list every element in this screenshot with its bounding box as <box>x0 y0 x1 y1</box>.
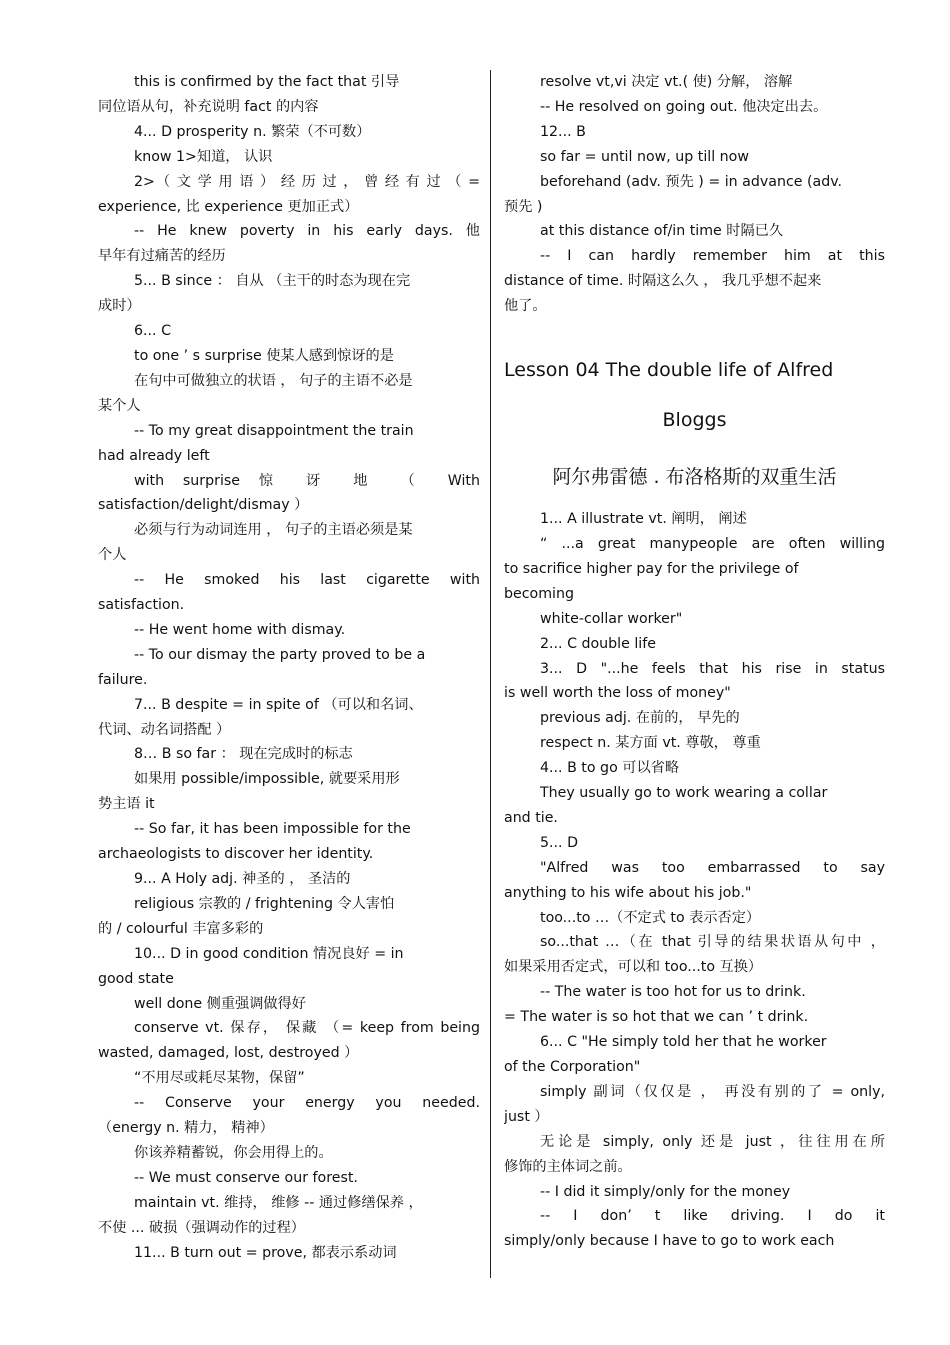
text-line: 9... A Holy adj. 神圣的 ， 圣洁的 <box>134 871 351 887</box>
text-line: -- He resolved on going out. 他决定出去。 <box>540 98 828 115</box>
text-line: -- Conserve your energy you needed. <box>134 1095 480 1112</box>
text-line: -- So far, it has been impossible for the <box>134 821 411 838</box>
lesson-subtitle: 阿尔弗雷德 . 布洛格斯的双重生活 <box>552 466 837 489</box>
text-line: 势主语 it <box>98 796 155 813</box>
text-line: -- He knew poverty in his early days. 他 <box>134 223 480 240</box>
text-line: 预先 ) <box>504 198 543 215</box>
right-column <box>504 70 885 1254</box>
text-line: religious 宗教的 / frightening 令人害怕 <box>134 895 395 912</box>
text-line: “不用尽或耗尽某物，保留” <box>134 1070 305 1087</box>
text-line: 如果采用否定式，可以和 too...to 互换） <box>504 959 763 976</box>
text-line: had already left <box>98 447 210 464</box>
text-line: 如果用 possible/impossible, 就要采用形 <box>134 771 400 788</box>
text-line: 1... A illustrate vt. 阐明， 阐述 <box>540 511 747 528</box>
text-line: -- The water is too hot for us to drink. <box>540 984 806 1001</box>
text-line: -- We must conserve our forest. <box>134 1169 358 1186</box>
text-line: respect n. 某方面 vt. 尊敬， 尊重 <box>540 735 761 752</box>
text-line: 3... D "...he feels that his rise in status <box>540 660 885 677</box>
text-line: 4... D prosperity n. 繁荣（不可数） <box>134 123 371 140</box>
text-line: 修饰的主体词之前。 <box>504 1158 632 1175</box>
text-line: （energy n. 精力， 精神） <box>98 1120 274 1137</box>
text-line: know 1>知道， 认识 <box>134 148 273 165</box>
text-line: 必须与行为动词连用 ， 句子的主语必须是某 <box>134 522 413 539</box>
text-line: experience, 比 experience 更加正式） <box>98 198 359 215</box>
spacer <box>504 319 885 345</box>
text-line: 11... B turn out = prove, 都表示系动词 <box>134 1244 397 1261</box>
text-line: 8… B so far ： 现在完成时的标志 <box>134 746 353 763</box>
text-line: too...to …（不定式 to 表示否定） <box>540 909 761 926</box>
text-line: 某个人 <box>98 397 141 414</box>
text-line: simply/only because I have to go to work each <box>504 1233 835 1250</box>
right-bottom-notes <box>504 507 885 1254</box>
text-line: white-collar worker" <box>540 610 683 627</box>
text-line: archaeologists to discover her identity. <box>98 846 374 863</box>
text-line: “ ...a great manypeople are often willing <box>540 535 885 552</box>
text-line: just ） <box>504 1108 549 1125</box>
lesson-title-line1: Lesson 04 The double life of Alfred <box>504 359 834 382</box>
text-line: becoming <box>504 585 574 602</box>
text-line: 5... D <box>540 834 578 851</box>
text-line: 7... B despite = in spite of （可以和名词、 <box>134 696 423 713</box>
text-line: 4... B to go 可以省略 <box>540 760 680 777</box>
text-line: -- He smoked his last cigarette with <box>134 572 480 589</box>
text-line: at this distance of/in time 时隔已久 <box>540 223 784 240</box>
text-line: 在句中可做独立的状语 ， 句子的主语不必是 <box>134 372 413 389</box>
text-line: to one ’ s surprise 使某人感到惊讶的是 <box>134 347 394 364</box>
text-line: wasted, damaged, lost, destroyed ） <box>98 1045 359 1062</box>
text-line: 5... B since ： 自从 （主干的时态为现在完 <box>134 273 411 290</box>
text-line: 12... B <box>540 123 586 140</box>
text-line: 2... C double life <box>540 635 656 652</box>
text-line: of the Corporation" <box>504 1059 641 1075</box>
text-line: -- To my great disappointment the train <box>134 422 414 439</box>
text-line: 你该养精蓄锐，你会用得上的。 <box>134 1144 333 1161</box>
text-line: -- I don’ t like driving. I do it <box>540 1208 885 1225</box>
text-line: 无论是 simply, only 还是 just ，往往用在所 <box>540 1133 885 1150</box>
text-line: satisfaction/delight/dismay ） <box>98 497 309 514</box>
text-line: distance of time. 时隔这么久 ， 我几乎想不起来 <box>504 273 822 290</box>
text-line: 个人 <box>98 547 127 564</box>
text-line: They usually go to work wearing a collar <box>540 785 828 802</box>
text-line: 成时） <box>98 298 141 315</box>
text-line: 代词、动名词搭配 ） <box>98 721 231 738</box>
text-line: 6... C "He simply told her that he worker <box>540 1034 827 1051</box>
text-line: 的 / colourful 丰富多彩的 <box>98 920 264 937</box>
text-line: good state <box>98 970 174 987</box>
text-line: -- I can hardly remember him at this <box>540 248 885 265</box>
text-line: maintain vt. 维持， 维修 -- 通过修缮保养 ， <box>134 1194 423 1211</box>
text-line: = The water is so hot that we can ’ t drink. <box>504 1009 809 1026</box>
text-line: previous adj. 在前的， 早先的 <box>540 710 740 727</box>
text-line: 他了。 <box>504 298 547 315</box>
text-line: "Alfred was too embarrassed to say <box>540 859 885 876</box>
text-line: this is confirmed by the fact that 引导 <box>134 74 400 90</box>
text-line: satisfaction. <box>98 597 185 614</box>
text-line: simply 副词（仅仅是 ， 再没有别的了 = only, <box>540 1083 885 1100</box>
text-line: 2>（ 文 学 用 语 ） 经 历 过 ， 曾 经 有 过 （ = <box>134 173 480 190</box>
text-line: and tie. <box>504 809 558 826</box>
text-line: so far = until now, up till now <box>540 148 749 165</box>
text-line: beforehand (adv. 预先 ) = in advance (adv. <box>540 173 843 190</box>
text-line: is well worth the loss of money" <box>504 685 731 702</box>
right-top-notes <box>504 70 885 319</box>
text-line: -- He went home with dismay. <box>134 621 346 638</box>
left-column <box>98 70 480 1266</box>
text-line: 6... C <box>134 323 171 340</box>
column-divider <box>490 70 491 1278</box>
text-line: 同位语从句，补充说明 fact 的内容 <box>98 98 319 115</box>
text-line: 10... D in good condition 情况良好 = in <box>134 945 404 962</box>
text-line: 不使 ... 破损（强调动作的过程） <box>98 1219 305 1236</box>
text-line: -- I did it simply/only for the money <box>540 1183 791 1200</box>
text-line: with surprise 惊 讶 地 （ With <box>134 472 480 489</box>
text-line: to sacrifice higher pay for the privilege of <box>504 560 799 577</box>
text-line: well done 侧重强调做得好 <box>134 995 306 1012</box>
text-line: -- To our dismay the party proved to be a <box>134 646 426 663</box>
text-line: anything to his wife about his job." <box>504 884 752 901</box>
text-line: 早年有过痛苦的经历 <box>98 248 226 265</box>
text-line: failure. <box>98 671 148 688</box>
text-line: so...that …（在 that 引导的结果状语从句中 ， <box>540 934 885 951</box>
text-line: resolve vt,vi 决定 vt.( 使) 分解， 溶解 <box>540 74 793 90</box>
text-line: conserve vt. 保存， 保藏 （= keep from being <box>134 1020 480 1037</box>
lesson-title-line2: Bloggs <box>662 409 727 432</box>
